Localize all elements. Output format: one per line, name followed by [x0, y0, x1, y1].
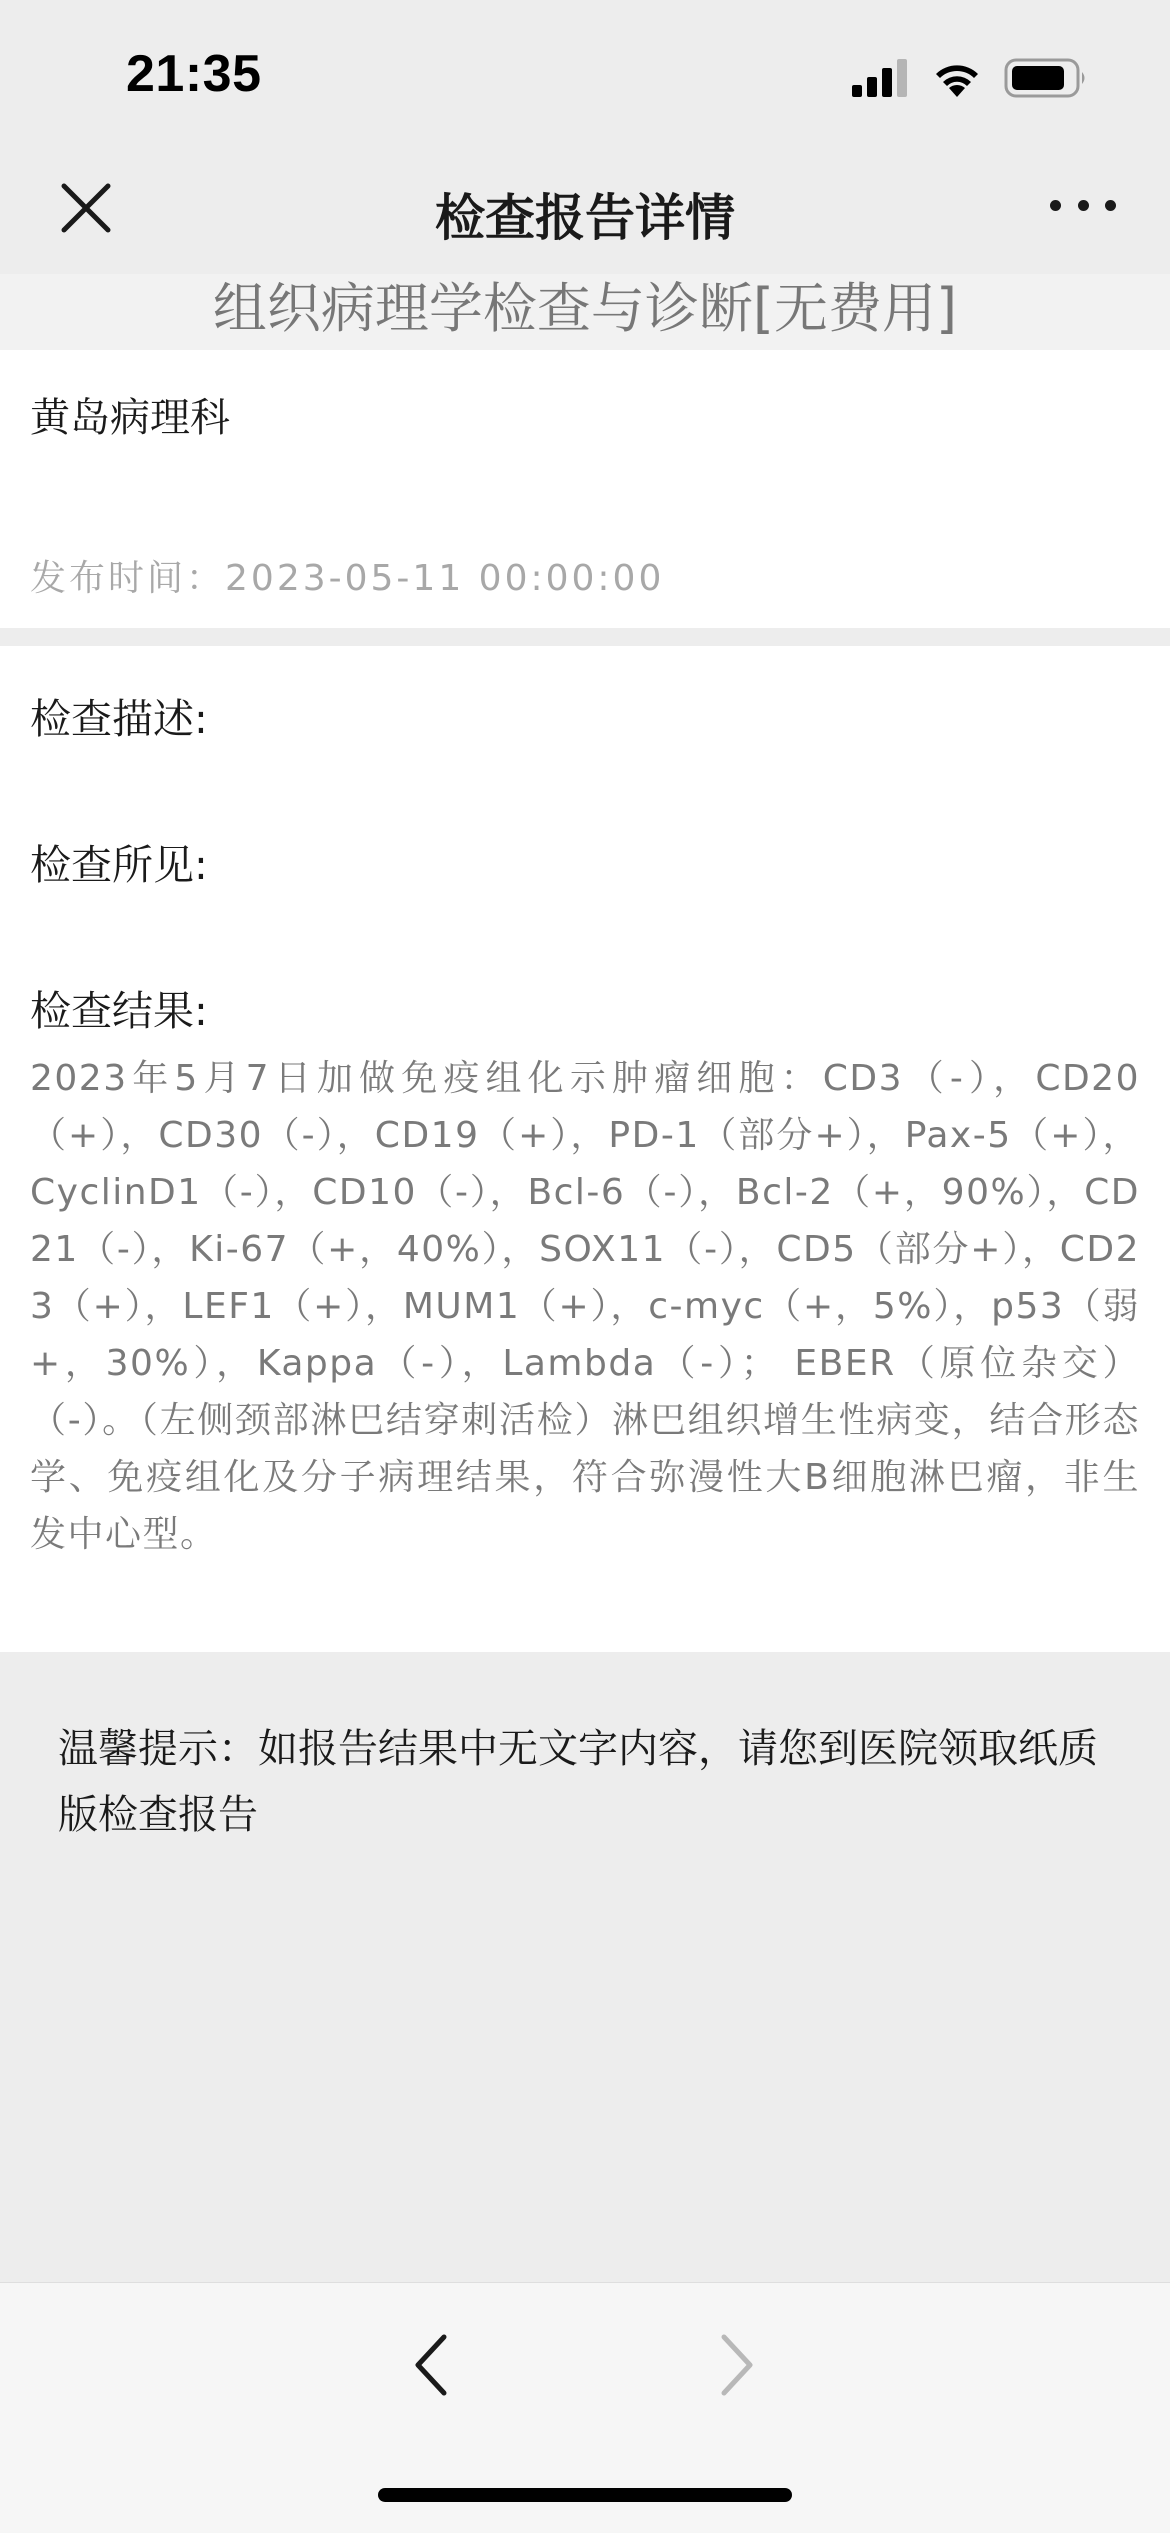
- publish-time-label: 发布时间：: [30, 558, 226, 599]
- report-body-card: [0, 646, 1170, 1652]
- more-icon-dot: [1078, 200, 1089, 211]
- description-label: 检查描述:: [30, 695, 208, 743]
- back-button[interactable]: [404, 2325, 460, 2405]
- wifi-icon: [932, 59, 982, 97]
- result-label: 检查结果:: [30, 987, 208, 1035]
- status-time: 21:35: [126, 45, 262, 103]
- findings-label: 检查所见:: [30, 841, 208, 889]
- nav-bar: [0, 150, 1170, 274]
- home-indicator[interactable]: [378, 2488, 792, 2502]
- more-icon-dot: [1050, 200, 1061, 211]
- chevron-right-icon: [708, 2325, 764, 2405]
- status-bar: [0, 0, 1170, 150]
- result-text: 2023年5月7日加做免疫组化示肿瘤细胞：CD3（-），CD20（+），CD30（-），CD19（+），PD-1（部分+），Pax-5（+），CyclinD1（-），CD10（-），Bcl-6（-），Bcl-2（+，90%），CD21（-），Ki-67（+，40%），SOX11（-），CD5（部分+），CD23（+），LEF1（+），MUM1（+），c-myc（+，5%），p53（弱+，30%），Kappa（-），Lambda（-）； EBER（原位杂交）（-）。（左侧颈部淋巴结穿刺活检）淋巴组织增生性病变，结合形态学、免疫组化及分子病理结果，符合弥漫性大B细胞淋巴瘤，非生发中心型。: [30, 1058, 1140, 1555]
- department-card: [0, 350, 1170, 628]
- more-icon-dot: [1105, 200, 1116, 211]
- report-heading: 组织病理学检查与诊断[无费用]: [0, 274, 1170, 350]
- publish-time-row: [30, 550, 664, 601]
- close-button[interactable]: [58, 180, 114, 236]
- tip-text: 温馨提示：如报告结果中无文字内容，请您到医院领取纸质版检查报告: [58, 1726, 1098, 1838]
- forward-button[interactable]: [708, 2325, 764, 2405]
- publish-time-value: 2023-05-11 00:00:00: [225, 558, 665, 599]
- page-title: 检查报告详情: [435, 189, 735, 247]
- close-icon: [58, 180, 114, 236]
- chevron-left-icon: [404, 2325, 460, 2405]
- more-button[interactable]: [1050, 190, 1116, 220]
- status-icons: [852, 56, 1088, 100]
- battery-icon: [1004, 58, 1088, 98]
- department-name: 黄岛病理科: [30, 395, 230, 441]
- cellular-signal-icon: [852, 59, 910, 97]
